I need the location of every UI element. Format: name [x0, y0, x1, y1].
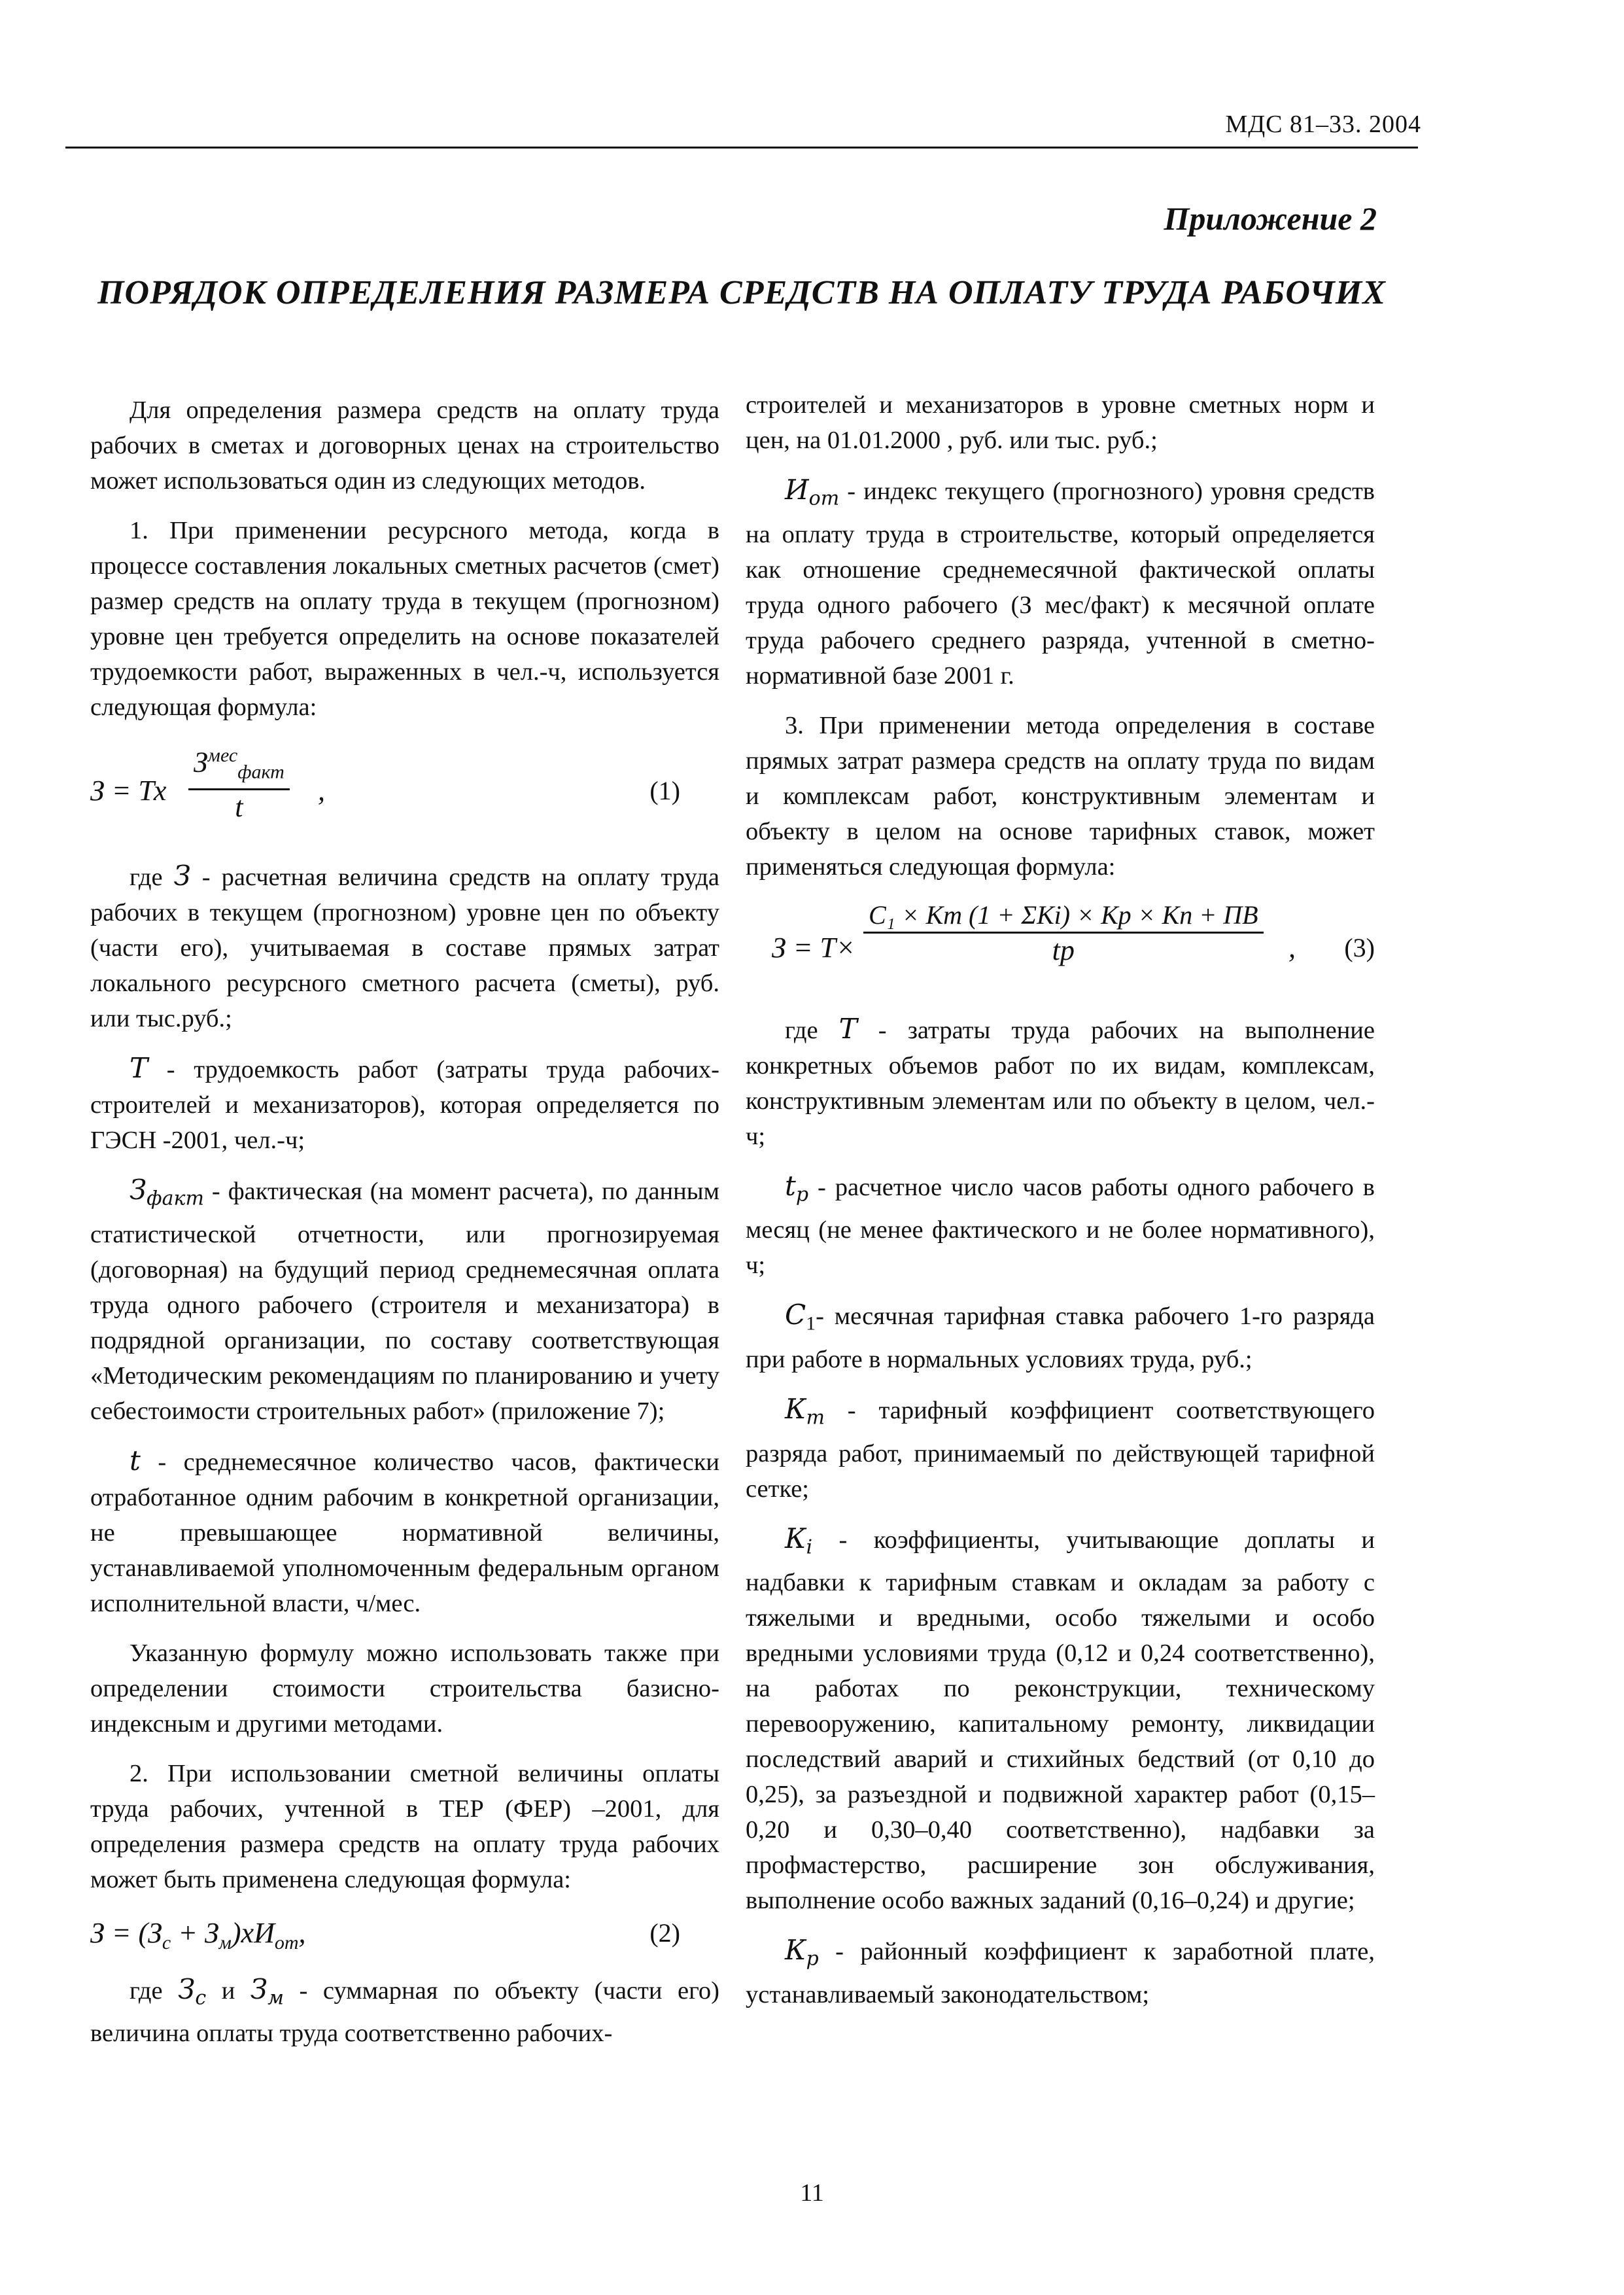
right-column [746, 387, 1375, 2027]
formula-number: (3) [1344, 932, 1375, 962]
text-fragment: - расчетная величина средств на оплату труда рабочих в текущем (прогнозном) уровне цен по объекту (части его), учитываемая в составе прямых затрат локального ресурсного сметного расчета (сметы), руб. или тыс.руб.; [90, 864, 719, 1032]
paragraph [746, 1297, 1375, 1377]
paragraph [746, 472, 1375, 693]
symbol: Т [838, 1012, 857, 1045]
text-fragment: где [130, 1976, 163, 2005]
formula-lhs: З = Т× [772, 931, 855, 964]
paragraph [746, 1933, 1375, 2012]
formula-tail: , [1288, 931, 1296, 964]
text-fragment: - затраты труда рабочих на выполнение конкретных объемов работ по их видам, комплексам, конструктивным элементам или по объекту в целом, чел.-ч; [746, 1016, 1375, 1150]
text-fragment: и [206, 1976, 251, 2005]
formula-part: З = (З [90, 1916, 162, 1949]
symbol-subscript: р [795, 1183, 809, 1206]
text-fragment: - индекс текущего (прогнозного) уровня средств на оплату труда в строительстве, который определяется как отношение среднемесячной фактической оплаты труда одного рабочего (З мес/факт) к месячной оплате труда рабочего среднего разряда, учтенной в сметно-нормативной базе 2001 г. [746, 478, 1375, 690]
formula-fraction [863, 899, 1264, 968]
formula-denominator: tр [1052, 934, 1075, 966]
formula-number: (1) [649, 776, 680, 805]
symbol: З [130, 1174, 147, 1206]
text-fragment: - фактическая (на момент расчета), по данным статистической отчетности, или прогнозируемая (договорная) на будущий период среднемесячная оплата труда одного рабочего (строителя и механизатора) в подрядной организации, по составу соответствующая «Методическим рекомендациям по планированию и учету себестоимости строительных работ» (приложение 7); [90, 1178, 719, 1425]
paragraph [90, 858, 719, 1036]
symbol: К [785, 1393, 806, 1426]
text-fragment: - месячная тарифная ставка рабочего 1-го разряда при работе в нормальных условиях труда, руб.; [746, 1303, 1375, 1374]
symbol: И [785, 474, 809, 506]
paragraph [90, 1172, 719, 1429]
document-code: МДС 81–33. 2004 [1225, 111, 1421, 138]
symbol: С [785, 1299, 806, 1331]
text-fragment: где [785, 1016, 818, 1044]
symbol: Т [130, 1052, 148, 1084]
text-fragment: - среднемесячное количество часов, фактически отработанное одним рабочим в конкретной организации, не превышающее нормативной величины, устанавливаемой уполномоченным федеральным органом исполнительной власти, ч/мес. [90, 1448, 719, 1617]
text-fragment: - районный коэффициент к заработной плате, устанавливаемый законодательством; [746, 1938, 1375, 2009]
paragraph: 1. При применении ресурсного метода, когда в процессе составления локальных сметных расчетов (смет) размер средств на оплату труда в текущем (прогнозном) уровне цен требуется определить на основе показателей трудоемкости работ, выраженных в чел.-ч, используется следующая формула: [90, 517, 719, 721]
text-fragment: - суммарная по объекту (части его) величина оплаты труда соответственно рабочих- [90, 1976, 720, 2048]
formula-part: + З [171, 1916, 219, 1949]
left-column [90, 393, 719, 2065]
paragraph: строителей и механизаторов в уровне сметных норм и цен, на 01.01.2000 , руб. или тыс. руб.; [746, 391, 1375, 454]
formula-subscript: от [274, 1931, 299, 1953]
paragraph [746, 1392, 1375, 1507]
paragraph: 3. При применении метода определения в составе прямых затрат размера средств на оплату труда по видам и комплексам работ, конструктивным элементам и объекту в целом на основе тарифных ставок, может применяться следующая формула: [746, 711, 1375, 881]
symbol: t [130, 1444, 141, 1477]
symbol-subscript: факт [147, 1187, 204, 1210]
text-fragment: - тарифный коэффициент соответствующего разряда работ, принимаемый по действующей тарифной сетке; [746, 1397, 1375, 1503]
text-fragment: - расчетное число часов работы одного рабочего в месяц (не менее фактического и не более нормативного), ч; [746, 1173, 1375, 1280]
paragraph [746, 1168, 1375, 1284]
formula-number: (2) [649, 1918, 680, 1948]
symbol-subscript: м [268, 1986, 284, 2010]
formula-numerator: С₁ × Кт (1 + ΣКi) × Кр × Кп + ПВ [863, 899, 1264, 934]
symbol-subscript: от [808, 487, 840, 510]
paragraph [746, 1011, 1375, 1154]
formula-part: )хИ [231, 1916, 275, 1949]
paragraph: 2. При использовании сметной величины оплаты труда рабочих, учтенной в ТЕР (ФЕР) –2001, для определения размера средств на оплату труда рабочих может быть применена следующая формула: [90, 1759, 719, 1893]
symbol: К [785, 1934, 806, 1967]
formula-part: , [298, 1916, 306, 1949]
formula-2 [90, 1912, 719, 1957]
page-title: ПОРЯДОК ОПРЕДЕЛЕНИЯ РАЗМЕРА СРЕДСТВ НА ОПЛАТУ ТРУДА РАБОЧИХ [97, 274, 1386, 311]
symbol: t [785, 1169, 796, 1202]
text-fragment: - трудоемкость работ (затраты труда рабочих-строителей и механизаторов), которая определяется по ГЭСН -2001, чел.-ч; [90, 1056, 719, 1154]
symbol-subscript: 1 [806, 1313, 816, 1335]
paragraph [90, 1443, 719, 1621]
symbol: З [178, 1972, 196, 2005]
formula-fraction [188, 739, 290, 824]
symbol: З [173, 860, 191, 892]
page-number: 11 [800, 2179, 824, 2207]
formula-lhs: З = Тх [90, 775, 167, 807]
symbol-subscript: с [195, 1986, 207, 2010]
paragraph: Указанную формулу можно использовать также при определении стоимости строительства базисно-индексным и другими методами. [90, 1639, 719, 1738]
formula-1 [90, 739, 719, 844]
text-fragment: - коэффициенты, учитывающие доплаты и надбавки к тарифным ставкам и окладам за работу с тяжелыми и вредными, особо тяжелыми и особо вредными условиями труда (0,12 и 0,24 соответственно), на работах по реконструкции, техническому перевооружению, капитальному ремонту, ликвидации последствий аварий и стихийных бедствий (от 0,10 до 0,25), за разъездной и подвижной характер работ (0,15–0,20 и 0,30–0,40 соответственно), надбавки за профмастерство, расширение зон обслуживания, выполнение особо важных заданий (0,16–0,24) и другие; [746, 1526, 1375, 1915]
symbol-subscript: р [806, 1948, 819, 1971]
paragraph [90, 1972, 719, 2052]
formula-tail: , [318, 775, 325, 807]
paragraph [90, 1051, 719, 1158]
formula-numerator: $З^{мес}_{факт}$ [188, 739, 290, 790]
formula-denominator: t [235, 791, 243, 824]
symbol-subscript: т [806, 1406, 825, 1429]
symbol-subscript: i [806, 1535, 813, 1559]
symbol: З [250, 1972, 268, 2005]
formula-subscript: с [162, 1931, 171, 1953]
formula-expression [90, 1916, 306, 1961]
header-divider [65, 147, 1418, 149]
paragraph: Для определения размера средств на оплату труда рабочих в сметах и договорных ценах на строительство может использоваться один из следующих методов. [90, 396, 719, 495]
symbol: К [785, 1522, 806, 1554]
text-fragment: где [130, 864, 163, 891]
appendix-label: Приложение 2 [1164, 200, 1377, 237]
paragraph [746, 1521, 1375, 1919]
formula-3 [746, 899, 1375, 997]
formula-subscript: м [218, 1931, 232, 1953]
